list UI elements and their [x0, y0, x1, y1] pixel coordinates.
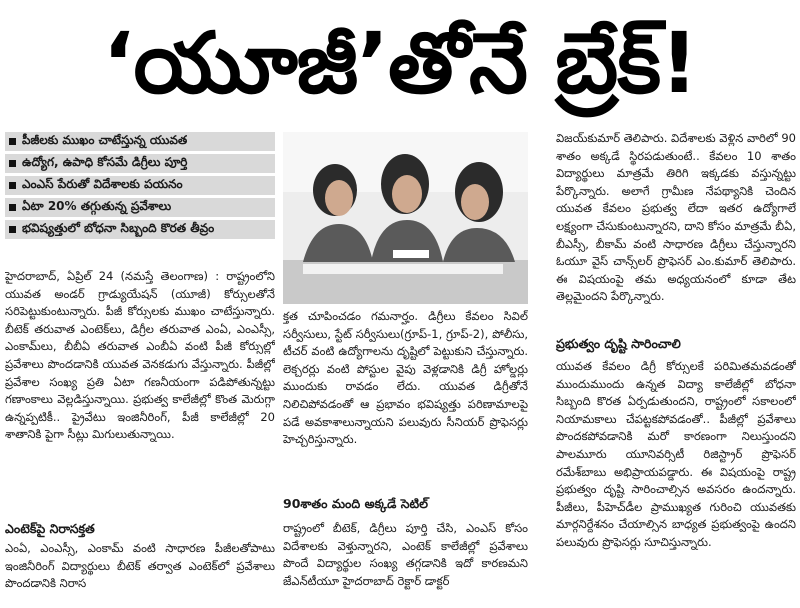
square-bullet-icon: [9, 182, 16, 189]
square-bullet-icon: [9, 226, 16, 233]
article-column-3-continued: [556, 358, 796, 608]
article-paragraph: క్తత చూపించడం గమనార్హం. డిగ్రీలు కేవలం సివిల్‌ సర్వీసులు, స్టేట్‌ సర్వీసులు(గ్రూప్‌-1, గ్రూప్‌-2), పోలీసు, టీచర్‌ వంటి ఉద్యోగాలను దృష్టిలో పెట్టుకుని చేస్తున్నారు. లెక్చరర్లు వంటి పోస్టుల వైపు వెళ్లడానికి డిగ్రీ హోల్డర్లు ముందుకు రావడం లేదు. యువత డిగ్రీతోనే నిలిచిపోవడంతో ఆ ప్రభావం భవిష్యత్తు పరిణామాలపై పడే అవకాశాలున్నాయని పలువురు సీనియర్‌ ప్రొఫెసర్లు హెచ్చరిస్తున్నారు.: [283, 309, 528, 447]
news-photo: [283, 132, 528, 304]
article-column-1: [5, 268, 275, 518]
section-heading: 90శాతం మంది అక్కడే సెటిల్‌: [283, 496, 429, 511]
highlight-text: భవిష్యత్తులో బోధనా సిబ్బంది కొరత తీవ్రం: [22, 221, 215, 235]
highlight-text: ఉద్యోగ, ఉపాధి కోసమే డిగ్రీలు పూర్తి: [22, 155, 188, 169]
article-paragraph: హైదరాబాద్‌, ఏప్రిల్‌ 24 (నమస్తే తెలంగాణ) : రాష్ట్రంలోని యువత అండర్‌ గ్రాడ్యుయేషన్‌ (యూజీ) కోర్సులతోనే సరిపెట్టుకుంటున్నారు. పీజీ కోర్సులకు ముఖం చాటేస్తున్నారు. బీటెక్‌ తరువాత ఎంటెక్‌లు, డిగ్రీల తరువాత ఎంఏ, ఎంఎస్సీ, ఎంకామ్‌లు, బీబీఏ తరువాత ఎంబీఏ వంటి పీజీ కోర్సుల్లో ప్రవేశాలు పొందడానికి యువత వెనకడుగు వేస్తున్నారు. పీజీల్లో ప్రవేశాల సంఖ్య ప్రతి ఏటా గణనీయంగా పడిపోతున్నట్టు గణాంకాలు వెల్లడిస్తున్నాయి. ప్రభుత్వ కాలేజీల్లో కొంత మెరుగ్గా ఉన్నప్పటికీ.. ప్రైవేటు ఇంజినీరింగ్‌, పీజీ కాలేజీల్లో 20 శాతానికి పైగా సీట్లు మిగులుతున్నాయి.: [5, 269, 275, 442]
highlight-text: ఎంఎస్‌ పేరుతో విదేశాలకు పయనం: [22, 177, 183, 191]
highlights-box: [5, 132, 275, 242]
article-column-2: [283, 308, 528, 488]
article-paragraph: విజయ్‌కుమార్‌ తెలిపారు. విదేశాలకు వెళ్లిన వారిలో 90 శాతం అక్కడే స్థిరపడుతుంటే.. కేవలం 10 శాతం విద్యార్థులు మాత్రమే తిరిగి ఇక్కడకు వస్తున్నట్టు పేర్కొన్నారు. అలాగే గ్రామీణ నేపథ్యానికి చెందిన యువత కేవలం ప్రభుత్వ లేదా ఇతర ఉద్యోగాలే లక్ష్యంగా చేసుకుంటున్నారని, దాని కోసం మాత్రమే బీఏ, బీఎస్సీ, బీకామ్‌ వంటి సాధారణ డిగ్రీలు చేస్తున్నారని ఓయూ వైస్‌ చాన్స్‌లర్‌ ప్రొఫెసర్‌ ఎం.కుమార్‌ తెలిపారు. ఈ విషయంపై తమ అధ్యయనంలో కూడా తేట తెల్లమైందని పేర్కొన్నారు.: [556, 131, 796, 304]
highlight-item: [5, 220, 275, 239]
highlight-item: [5, 198, 275, 217]
article-paragraph: రాష్ట్రంలో బీటెక్‌, డిగ్రీలు పూర్తి చేసి, ఎంఎస్‌ కోసం విదేశాలకు వెళ్తున్నారని, ఎంటెక్‌ కాలేజీల్లో ప్రవేశాలు పొందే విద్యార్థుల సంఖ్య తగ్గడానికి ఇదో కారణమని జేఎన్‌టీయూ హైదరాబాద్‌ రెక్టార్‌ డాక్టర్‌: [283, 521, 528, 588]
highlight-text: పీజీలకు ముఖం చాటేస్తున్న యువత: [22, 133, 188, 147]
highlight-item: [5, 176, 275, 195]
square-bullet-icon: [9, 138, 16, 145]
highlight-item: [5, 154, 275, 173]
article-column-1-continued: [5, 540, 275, 608]
square-bullet-icon: [9, 160, 16, 167]
headline: ‘యూజీ’తోనే బ్రేక్‌!: [102, 14, 698, 112]
article-paragraph: ఎంఏ, ఎంఎస్సీ, ఎంకామ్‌ వంటి సాధారణ పీజీలతోపాటు ఇంజినీరింగ్‌ విద్యార్థులు బీటెక్‌ తర్వాత ఎంటెక్‌లో ప్రవేశాలు పొందడానికి నిరాస: [5, 541, 275, 591]
students-photo-illustration: [283, 132, 528, 304]
article-paragraph: యువత కేవలం డిగ్రీ కోర్సులకే పరిమితమవడంతో ముందుముందు ఉన్నత విద్యా కాలేజీల్లో బోధనా సిబ్బంది కొరత ఏర్పడుతుందని, రాష్ట్రంలో సకాలంలో నియామకాలు చేపట్టకపోవడంతో.. పీజీల్లో ప్రవేశాలు పొందకపోవడానికి మరో కారణంగా నిలుస్తుందని పాలమూరు యూనివర్సిటీ రిజిస్ట్రార్‌ ప్రొఫెసర్‌ రమేశ్‌బాబు అభిప్రాయపడ్డారు. ఈ విషయంపై రాష్ట్ర ప్రభుత్వం దృష్టి సారించాల్సిన అవసరం ఉందన్నారు. పీజీలు, పీహెచ్‌డీల ప్రాముఖ్యత గురించి యువతకు మార్గనిర్దేశనం చేయాల్సిన బాధ్యత ప్రభుత్వంపై ఉందని పలువురు ప్రొఫెసర్లు సూచిస్తున్నారు.: [556, 359, 796, 549]
section-heading: ప్రభుత్వం దృష్టి సారించాలి: [556, 336, 681, 351]
highlight-text: ఏటా 20% తగ్గుతున్న ప్రవేశాలు: [22, 199, 172, 213]
square-bullet-icon: [9, 204, 16, 211]
section-heading: ఎంటెక్‌పై నిరాసక్తత: [5, 521, 95, 536]
article-column-2-continued: [283, 520, 528, 608]
article-column-3: [556, 130, 796, 322]
highlight-item: [5, 132, 275, 151]
